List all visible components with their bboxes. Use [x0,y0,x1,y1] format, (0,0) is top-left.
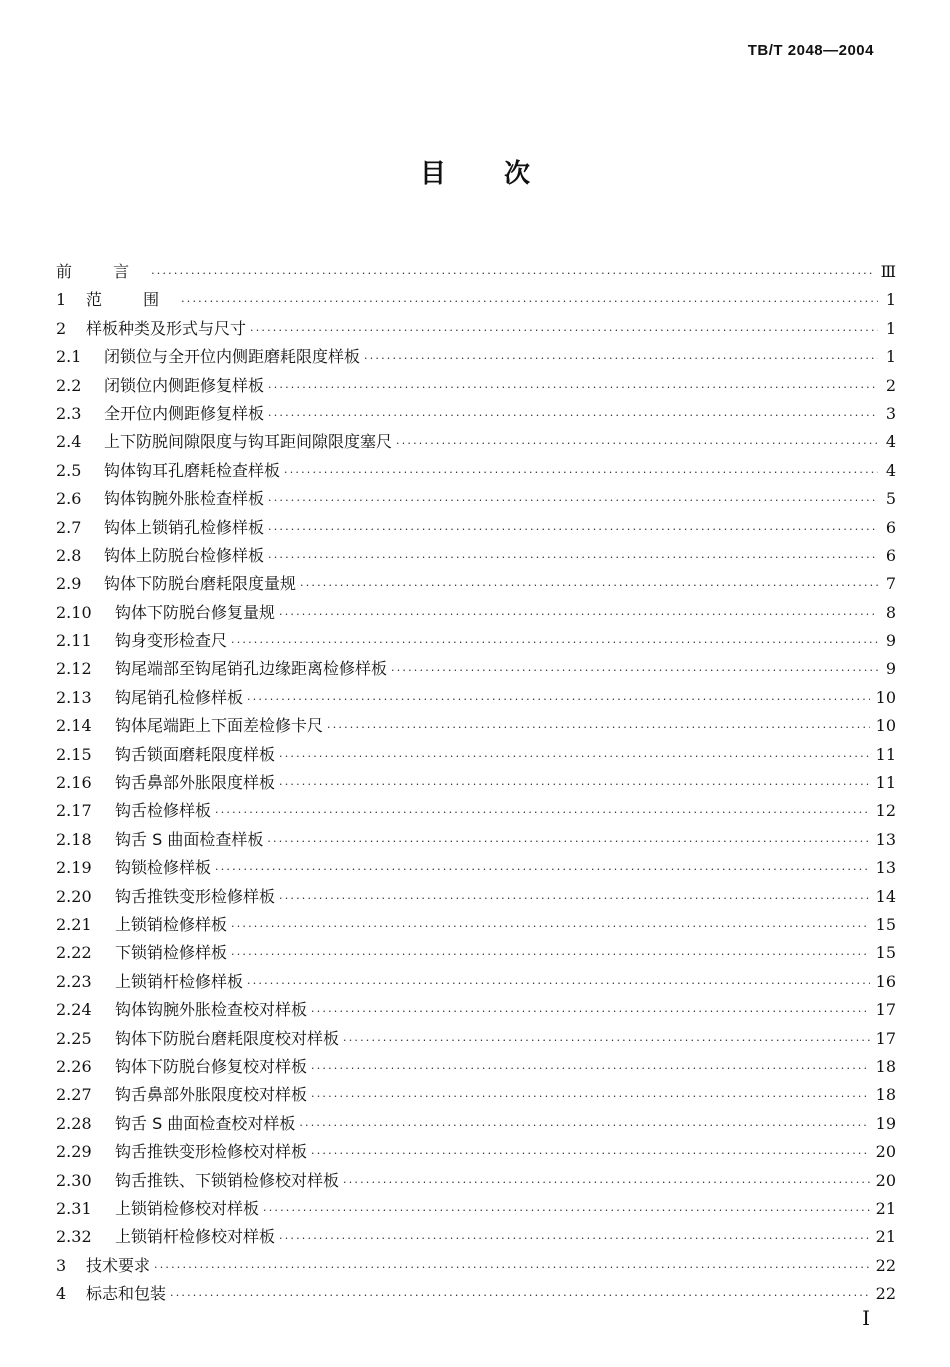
toc-entry-title: 上锁销杆检修样板 [115,971,244,991]
toc-leader-dots [311,1140,870,1168]
toc-entry[interactable] [56,1280,896,1308]
toc-entry[interactable] [56,428,896,456]
toc-entry-title: 前 言 [56,262,148,281]
toc-leader-dots [299,1112,869,1140]
toc-entry-number: 2.12 [56,659,92,679]
toc-leader-dots [364,345,878,373]
toc-entry-page: 6 [885,517,896,537]
toc-entry-title: 钩体钩耳孔磨耗检查样板 [104,460,281,480]
toc-entry-title: 样板种类及形式与尺寸 [86,318,247,338]
toc-leader-dots [279,1225,870,1253]
toc-entry-title: 钩体钩腕外胀检查样板 [104,489,265,509]
toc-entry-title: 闭锁位内侧距修复样板 [104,375,265,395]
toc-entry-number: 2.26 [56,1056,92,1076]
toc-entry[interactable] [56,826,896,854]
toc-entry-title: 钩舌 S 曲面检查样板 [115,829,264,849]
toc-leader-dots [279,601,878,629]
toc-entry[interactable] [56,1252,896,1280]
toc-entry-title: 上下防脱间隙限度与钩耳距间隙限度塞尺 [104,432,393,452]
toc-entry-title: 钩体尾端距上下面差检修卡尺 [115,716,324,736]
toc-entry-title: 闭锁位与全开位内侧距磨耗限度样板 [104,347,361,367]
toc-entry[interactable] [56,1138,896,1166]
page-number: I [862,1306,870,1330]
toc-entry-title: 钩舌鼻部外胀限度校对样板 [115,1085,308,1105]
toc-entry[interactable] [56,712,896,740]
toc-entry-number: 2.18 [56,829,92,849]
toc-entry[interactable] [56,457,896,485]
toc-entry-number: 2.28 [56,1113,92,1133]
toc-entry-page: 1 [885,318,896,338]
toc-entry[interactable] [56,400,896,428]
toc-entry-title: 技术要求 [86,1255,151,1275]
toc-entry[interactable] [56,769,896,797]
toc-entry-number: 2.29 [56,1142,92,1162]
toc-entry-page: 9 [885,631,896,651]
toc-entry[interactable] [56,514,896,542]
toc-entry-number: 2.7 [56,517,82,537]
toc-entry[interactable] [56,1110,896,1138]
toc-entry-page: Ⅲ [880,262,896,281]
toc-entry-page: 10 [875,687,896,707]
toc-entry-page: 20 [875,1142,896,1162]
toc-leader-dots [151,260,874,288]
toc-entry-title: 钩舌推铁变形检修校对样板 [115,1142,308,1162]
toc-entry[interactable] [56,996,896,1024]
toc-entry[interactable] [56,542,896,570]
toc-entry-number: 2.6 [56,489,82,509]
toc-entry-page: 1 [885,347,896,367]
toc-entry-number: 2.25 [56,1028,92,1048]
toc-entry-number: 2.17 [56,801,92,821]
toc-entry[interactable] [56,485,896,513]
toc-leader-dots [170,1282,870,1310]
toc-leader-dots [215,856,870,884]
toc-entry-number: 2.24 [56,1000,92,1020]
toc-leader-dots [263,1197,870,1225]
toc-entry-page: 9 [885,659,896,679]
toc-entry-page: 17 [875,1028,896,1048]
toc-entry-page: 12 [875,801,896,821]
toc-entry-page: 8 [885,602,896,622]
toc-entry[interactable] [56,684,896,712]
toc-entry-page: 20 [875,1170,896,1190]
toc-leader-dots [279,743,870,771]
toc-entry-page: 11 [875,773,896,793]
toc-entry-page: 14 [875,886,896,906]
toc-leader-dots [215,799,870,827]
toc-leader-dots [267,828,869,856]
toc-entry-page: 22 [875,1255,896,1275]
toc-entry-page: 17 [875,1000,896,1020]
toc-entry-title: 钩体钩腕外胀检查校对样板 [115,1000,308,1020]
toc-entry-number: 2.19 [56,858,92,878]
toc-entry-number: 2.31 [56,1198,92,1218]
toc-entry-number: 2.4 [56,432,82,452]
toc-entry-title: 钩体下防脱台磨耗限度校对样板 [115,1028,340,1048]
toc-entry[interactable] [56,372,896,400]
toc-leader-dots [181,288,878,316]
toc-leader-dots [300,572,878,600]
toc-entry-title: 钩锁检修样板 [115,858,212,878]
toc-entry[interactable] [56,797,896,825]
toc-entry[interactable] [56,627,896,655]
toc-entry-number: 1 [56,290,67,310]
toc-entry-title: 钩舌鼻部外胀限度样板 [115,773,276,793]
toc-entry-title: 上锁销检修校对样板 [115,1198,260,1218]
toc-entry-page: 1 [885,290,896,310]
toc-leader-dots [396,430,878,458]
toc-entry-title: 钩体上锁销孔检修样板 [104,517,265,537]
toc-entry-page: 15 [875,943,896,963]
toc-entry-title: 上锁销检修样板 [115,914,228,934]
toc-entry-page: 19 [875,1113,896,1133]
toc-entry-title: 钩尾销孔检修样板 [115,687,244,707]
toc-entry-number: 2.15 [56,744,92,764]
toc-entry-page: 2 [885,375,896,395]
toc-entry-title: 钩尾端部至钩尾销孔边缘距离检修样板 [115,659,388,679]
toc-entry[interactable] [56,1195,896,1223]
toc-entry-page: 11 [875,744,896,764]
toc-entry-title: 下锁销检修样板 [115,943,228,963]
toc-entry-title: 标志和包装 [86,1284,167,1304]
toc-entry[interactable] [56,343,896,371]
toc-leader-dots [279,885,870,913]
toc-entry-number: 2.13 [56,687,92,707]
toc-leader-dots [311,1055,870,1083]
toc-entry-number: 2.32 [56,1227,92,1247]
toc-entry-title: 钩舌推铁变形检修样板 [115,886,276,906]
toc-entry-title: 钩舌推铁、下锁销检修校对样板 [115,1170,340,1190]
toc-entry-number: 2.16 [56,773,92,793]
toc-entry[interactable] [56,741,896,769]
toc-entry-number: 2.14 [56,716,92,736]
toc-entry-page: 21 [875,1198,896,1218]
toc-entry-page: 18 [875,1085,896,1105]
toc-leader-dots [311,998,870,1026]
toc-entry-number: 2.2 [56,375,82,395]
toc-entry-number: 2.21 [56,914,92,934]
toc-entry-title: 全开位内侧距修复样板 [104,403,265,423]
toc-entry[interactable] [56,1025,896,1053]
toc-entry-number: 2.20 [56,886,92,906]
toc-leader-dots [268,402,878,430]
toc-entry-number: 2.3 [56,403,82,423]
toc-leader-dots [391,657,878,685]
toc-entry-page: 10 [875,716,896,736]
toc-entry-number: 2 [56,318,67,338]
toc-entry[interactable] [56,1081,896,1109]
toc-leader-dots [268,516,878,544]
toc-leader-dots [154,1254,870,1282]
toc-leader-dots [284,459,878,487]
toc-entry-number: 2.22 [56,943,92,963]
toc-entry-title: 上锁销杆检修校对样板 [115,1227,276,1247]
toc-leader-dots [343,1169,870,1197]
toc-entry[interactable] [56,1223,896,1251]
toc-entry-title: 钩体下防脱台修复校对样板 [115,1056,308,1076]
toc-entry-number: 2.10 [56,602,92,622]
toc-entry[interactable] [56,883,896,911]
toc-entry-page: 3 [885,403,896,423]
standard-code: TB/T 2048—2004 [747,42,874,59]
toc-entry-page: 18 [875,1056,896,1076]
toc-entry-title: 钩体下防脱台磨耗限度量规 [104,574,297,594]
toc-entry-page: 4 [885,460,896,480]
toc-entry-page: 22 [875,1284,896,1304]
toc-entry-number: 3 [56,1255,67,1275]
toc-entry-page: 6 [885,545,896,565]
toc-leader-dots [268,544,878,572]
toc-entry-title: 范 围 [86,290,178,310]
table-of-contents [56,258,896,1308]
page-title: 目次 [419,159,588,189]
toc-entry[interactable] [56,315,896,343]
toc-entry-number: 2.1 [56,347,82,367]
toc-entry-title: 钩体上防脱台检修样板 [104,545,265,565]
toc-entry-page: 21 [875,1227,896,1247]
toc-entry[interactable] [56,599,896,627]
toc-leader-dots [327,714,870,742]
toc-leader-dots [231,629,878,657]
toc-leader-dots [231,913,870,941]
toc-leader-dots [250,317,878,345]
toc-entry[interactable] [56,968,896,996]
toc-entry[interactable] [56,939,896,967]
toc-leader-dots [247,970,870,998]
toc-entry[interactable] [56,1167,896,1195]
toc-entry-page: 7 [885,574,896,594]
toc-leader-dots [279,771,870,799]
toc-entry-number: 2.30 [56,1170,92,1190]
toc-entry-title: 钩体下防脱台修复量规 [115,602,276,622]
toc-entry-number: 2.9 [56,574,82,594]
toc-entry-number: 4 [56,1284,67,1304]
toc-entry-number: 2.8 [56,545,82,565]
toc-entry[interactable] [56,286,896,314]
toc-entry-title: 钩舌锁面磨耗限度样板 [115,744,276,764]
toc-entry-title: 钩舌检修样板 [115,801,212,821]
toc-leader-dots [231,941,870,969]
toc-entry-number: 2.5 [56,460,82,480]
toc-leader-dots [268,487,878,515]
toc-entry[interactable] [56,655,896,683]
toc-entry-page: 13 [875,829,896,849]
toc-leader-dots [268,374,878,402]
toc-entry-number: 2.27 [56,1085,92,1105]
toc-entry-number: 2.11 [56,631,92,651]
toc-leader-dots [343,1027,870,1055]
toc-entry-page: 5 [885,489,896,509]
toc-entry[interactable] [56,911,896,939]
toc-leader-dots [247,686,870,714]
toc-entry[interactable] [56,1053,896,1081]
toc-entry[interactable] [56,570,896,598]
toc-entry-page: 4 [885,432,896,452]
toc-entry[interactable] [56,258,896,286]
toc-entry[interactable] [56,854,896,882]
toc-entry-title: 钩身变形检查尺 [115,631,228,651]
toc-entry-number: 2.23 [56,971,92,991]
toc-entry-page: 13 [875,858,896,878]
toc-entry-page: 16 [875,971,896,991]
toc-leader-dots [311,1083,870,1111]
toc-entry-title: 钩舌 S 曲面检查校对样板 [115,1113,296,1133]
toc-entry-page: 15 [875,914,896,934]
